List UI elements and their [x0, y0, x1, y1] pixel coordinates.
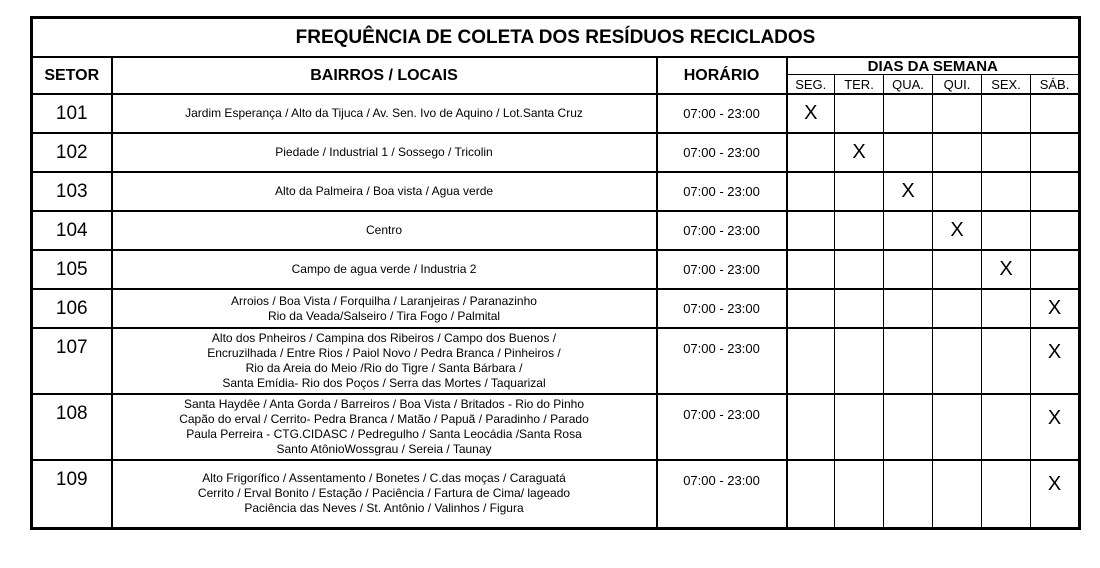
locais-line: Rio da Veada/Salseiro / Tira Fogo / Palmital — [267, 308, 501, 323]
day-mark-ter — [835, 211, 884, 250]
day-mark-qua — [884, 133, 933, 172]
day-mark-sex — [982, 172, 1031, 211]
horario-cell: 07:00 - 23:00 — [657, 172, 787, 211]
locais-line: Alto Frigorífico / Assentamento / Bonetes / C.das moças / Caraguatá — [202, 471, 566, 486]
table-row — [32, 328, 1080, 394]
day-mark-seg — [787, 460, 835, 528]
locais-line: Santa Haydêe / Anta Gorda / Barreiros / Boa Vista / Britados - Rio do Pinho — [184, 397, 584, 411]
locais-line: Arroios / Boa Vista / Forquilha / Laranjeiras / Paranazinho — [231, 293, 537, 308]
locais-line: Cerrito / Erval Bonito / Estação / Paciência / Fartura de Cima/ lageado — [197, 486, 571, 501]
day-mark-sab — [1031, 172, 1080, 211]
day-mark-qui — [933, 460, 982, 528]
day-header-sex: SEX. — [982, 75, 1031, 95]
setor-cell: 104 — [32, 211, 112, 250]
header-dias-da-semana: DIAS DA SEMANA — [787, 57, 1080, 75]
locais-cell — [112, 94, 657, 133]
table-row — [32, 394, 1080, 460]
day-mark-qua — [884, 394, 933, 460]
day-mark-ter — [835, 328, 884, 394]
day-mark-qui: X — [933, 211, 982, 250]
locais-cell — [112, 250, 657, 289]
table-row — [32, 250, 1080, 289]
locais-line: Santo AtônioWossgrau / Sereia / Taunay — [276, 442, 492, 456]
locais-line: Encruzilhada / Entre Rios / Paiol Novo / Pedra Branca / Pinheiros / — [207, 346, 561, 360]
day-mark-ter — [835, 394, 884, 460]
day-mark-seg — [787, 289, 835, 328]
table-row — [32, 460, 1080, 528]
day-mark-ter — [835, 460, 884, 528]
day-mark-seg: X — [787, 94, 835, 133]
day-mark-sab: X — [1031, 460, 1080, 528]
day-mark-sex — [982, 211, 1031, 250]
setor-cell: 107 — [32, 328, 112, 394]
day-mark-sab: X — [1031, 289, 1080, 328]
locais-cell — [112, 289, 657, 328]
day-header-qua: QUA. — [884, 75, 933, 95]
day-mark-qui — [933, 250, 982, 289]
locais-line: Alto da Palmeira / Boa vista / Agua verde — [274, 184, 494, 198]
day-mark-sab — [1031, 250, 1080, 289]
setor-cell: 103 — [32, 172, 112, 211]
header-horario: HORÁRIO — [657, 57, 787, 94]
day-mark-ter — [835, 250, 884, 289]
setor-cell: 105 — [32, 250, 112, 289]
day-mark-seg — [787, 394, 835, 460]
table-title: FREQUÊNCIA DE COLETA DOS RESÍDUOS RECICLADOS — [32, 18, 1080, 58]
locais-line: Santa Emídia- Rio dos Poços / Serra das Mortes / Taquarizal — [222, 376, 546, 390]
day-mark-qua — [884, 211, 933, 250]
locais-line: Rio da Areia do Meio /Rio do Tigre / Santa Bárbara / — [245, 361, 523, 375]
day-mark-qui — [933, 94, 982, 133]
horario-cell: 07:00 - 23:00 — [657, 289, 787, 328]
table-row — [32, 211, 1080, 250]
locais-cell — [112, 328, 657, 394]
locais-line: Centro — [365, 223, 403, 237]
day-mark-qua — [884, 328, 933, 394]
day-header-ter: TER. — [835, 75, 884, 95]
day-mark-seg — [787, 172, 835, 211]
locais-line: Piedade / Industrial 1 / Sossego / Tricolin — [275, 145, 493, 159]
day-mark-qui — [933, 133, 982, 172]
locais-cell — [112, 211, 657, 250]
day-mark-qui — [933, 289, 982, 328]
horario-cell: 07:00 - 23:00 — [657, 250, 787, 289]
day-mark-qua — [884, 94, 933, 133]
header-bairros: BAIRROS / LOCAIS — [112, 57, 657, 94]
day-mark-qui — [933, 328, 982, 394]
day-mark-sab — [1031, 94, 1080, 133]
locais-line: Paciência das Neves / St. Antônio / Valinhos / Figura — [244, 501, 524, 516]
day-mark-sex — [982, 94, 1031, 133]
day-mark-qui — [933, 172, 982, 211]
day-mark-seg — [787, 211, 835, 250]
table-row — [32, 172, 1080, 211]
table-row — [32, 289, 1080, 328]
day-mark-ter: X — [835, 133, 884, 172]
locais-line: Capão do erval / Cerrito- Pedra Branca / Matão / Papuã / Paradinho / Parado — [179, 412, 589, 426]
day-mark-sex — [982, 394, 1031, 460]
collection-schedule-table — [30, 16, 1081, 530]
day-mark-sex: X — [982, 250, 1031, 289]
horario-cell: 07:00 - 23:00 — [657, 328, 787, 394]
day-mark-qua — [884, 289, 933, 328]
day-header-sab: SÁB. — [1031, 75, 1080, 95]
locais-line: Alto dos Pnheiros / Campina dos Ribeiros / Campo dos Buenos / — [211, 331, 557, 345]
day-mark-sab — [1031, 133, 1080, 172]
day-mark-sab: X — [1031, 328, 1080, 394]
day-mark-qua — [884, 460, 933, 528]
locais-cell — [112, 172, 657, 211]
horario-cell: 07:00 - 23:00 — [657, 460, 787, 528]
table-row — [32, 94, 1080, 133]
day-mark-ter — [835, 289, 884, 328]
setor-cell: 101 — [32, 94, 112, 133]
day-mark-sex — [982, 133, 1031, 172]
day-mark-seg — [787, 133, 835, 172]
header-setor: SETOR — [32, 57, 112, 94]
day-mark-ter — [835, 172, 884, 211]
setor-cell: 109 — [32, 460, 112, 528]
horario-cell: 07:00 - 23:00 — [657, 211, 787, 250]
locais-line: Jardim Esperança / Alto da Tijuca / Av. Sen. Ivo de Aquino / Lot.Santa Cruz — [185, 106, 583, 120]
locais-line: Campo de agua verde / Industria 2 — [291, 262, 477, 276]
horario-cell: 07:00 - 23:00 — [657, 94, 787, 133]
day-mark-qui — [933, 394, 982, 460]
locais-line: Paula Perreira - CTG.CIDASC / Pedregulho / Santa Leocádia /Santa Rosa — [186, 427, 582, 441]
day-mark-seg — [787, 250, 835, 289]
setor-cell: 102 — [32, 133, 112, 172]
day-mark-sex — [982, 328, 1031, 394]
day-mark-sex — [982, 460, 1031, 528]
locais-cell — [112, 133, 657, 172]
day-header-seg: SEG. — [787, 75, 835, 95]
locais-cell — [112, 394, 657, 460]
day-mark-ter — [835, 94, 884, 133]
day-header-qui: QUI. — [933, 75, 982, 95]
horario-cell: 07:00 - 23:00 — [657, 394, 787, 460]
day-mark-seg — [787, 328, 835, 394]
day-mark-sab — [1031, 211, 1080, 250]
setor-cell: 106 — [32, 289, 112, 328]
day-mark-qua: X — [884, 172, 933, 211]
day-mark-qua — [884, 250, 933, 289]
day-mark-sex — [982, 289, 1031, 328]
setor-cell: 108 — [32, 394, 112, 460]
day-mark-sab: X — [1031, 394, 1080, 460]
locais-cell — [112, 460, 657, 528]
horario-cell: 07:00 - 23:00 — [657, 133, 787, 172]
table-row — [32, 133, 1080, 172]
